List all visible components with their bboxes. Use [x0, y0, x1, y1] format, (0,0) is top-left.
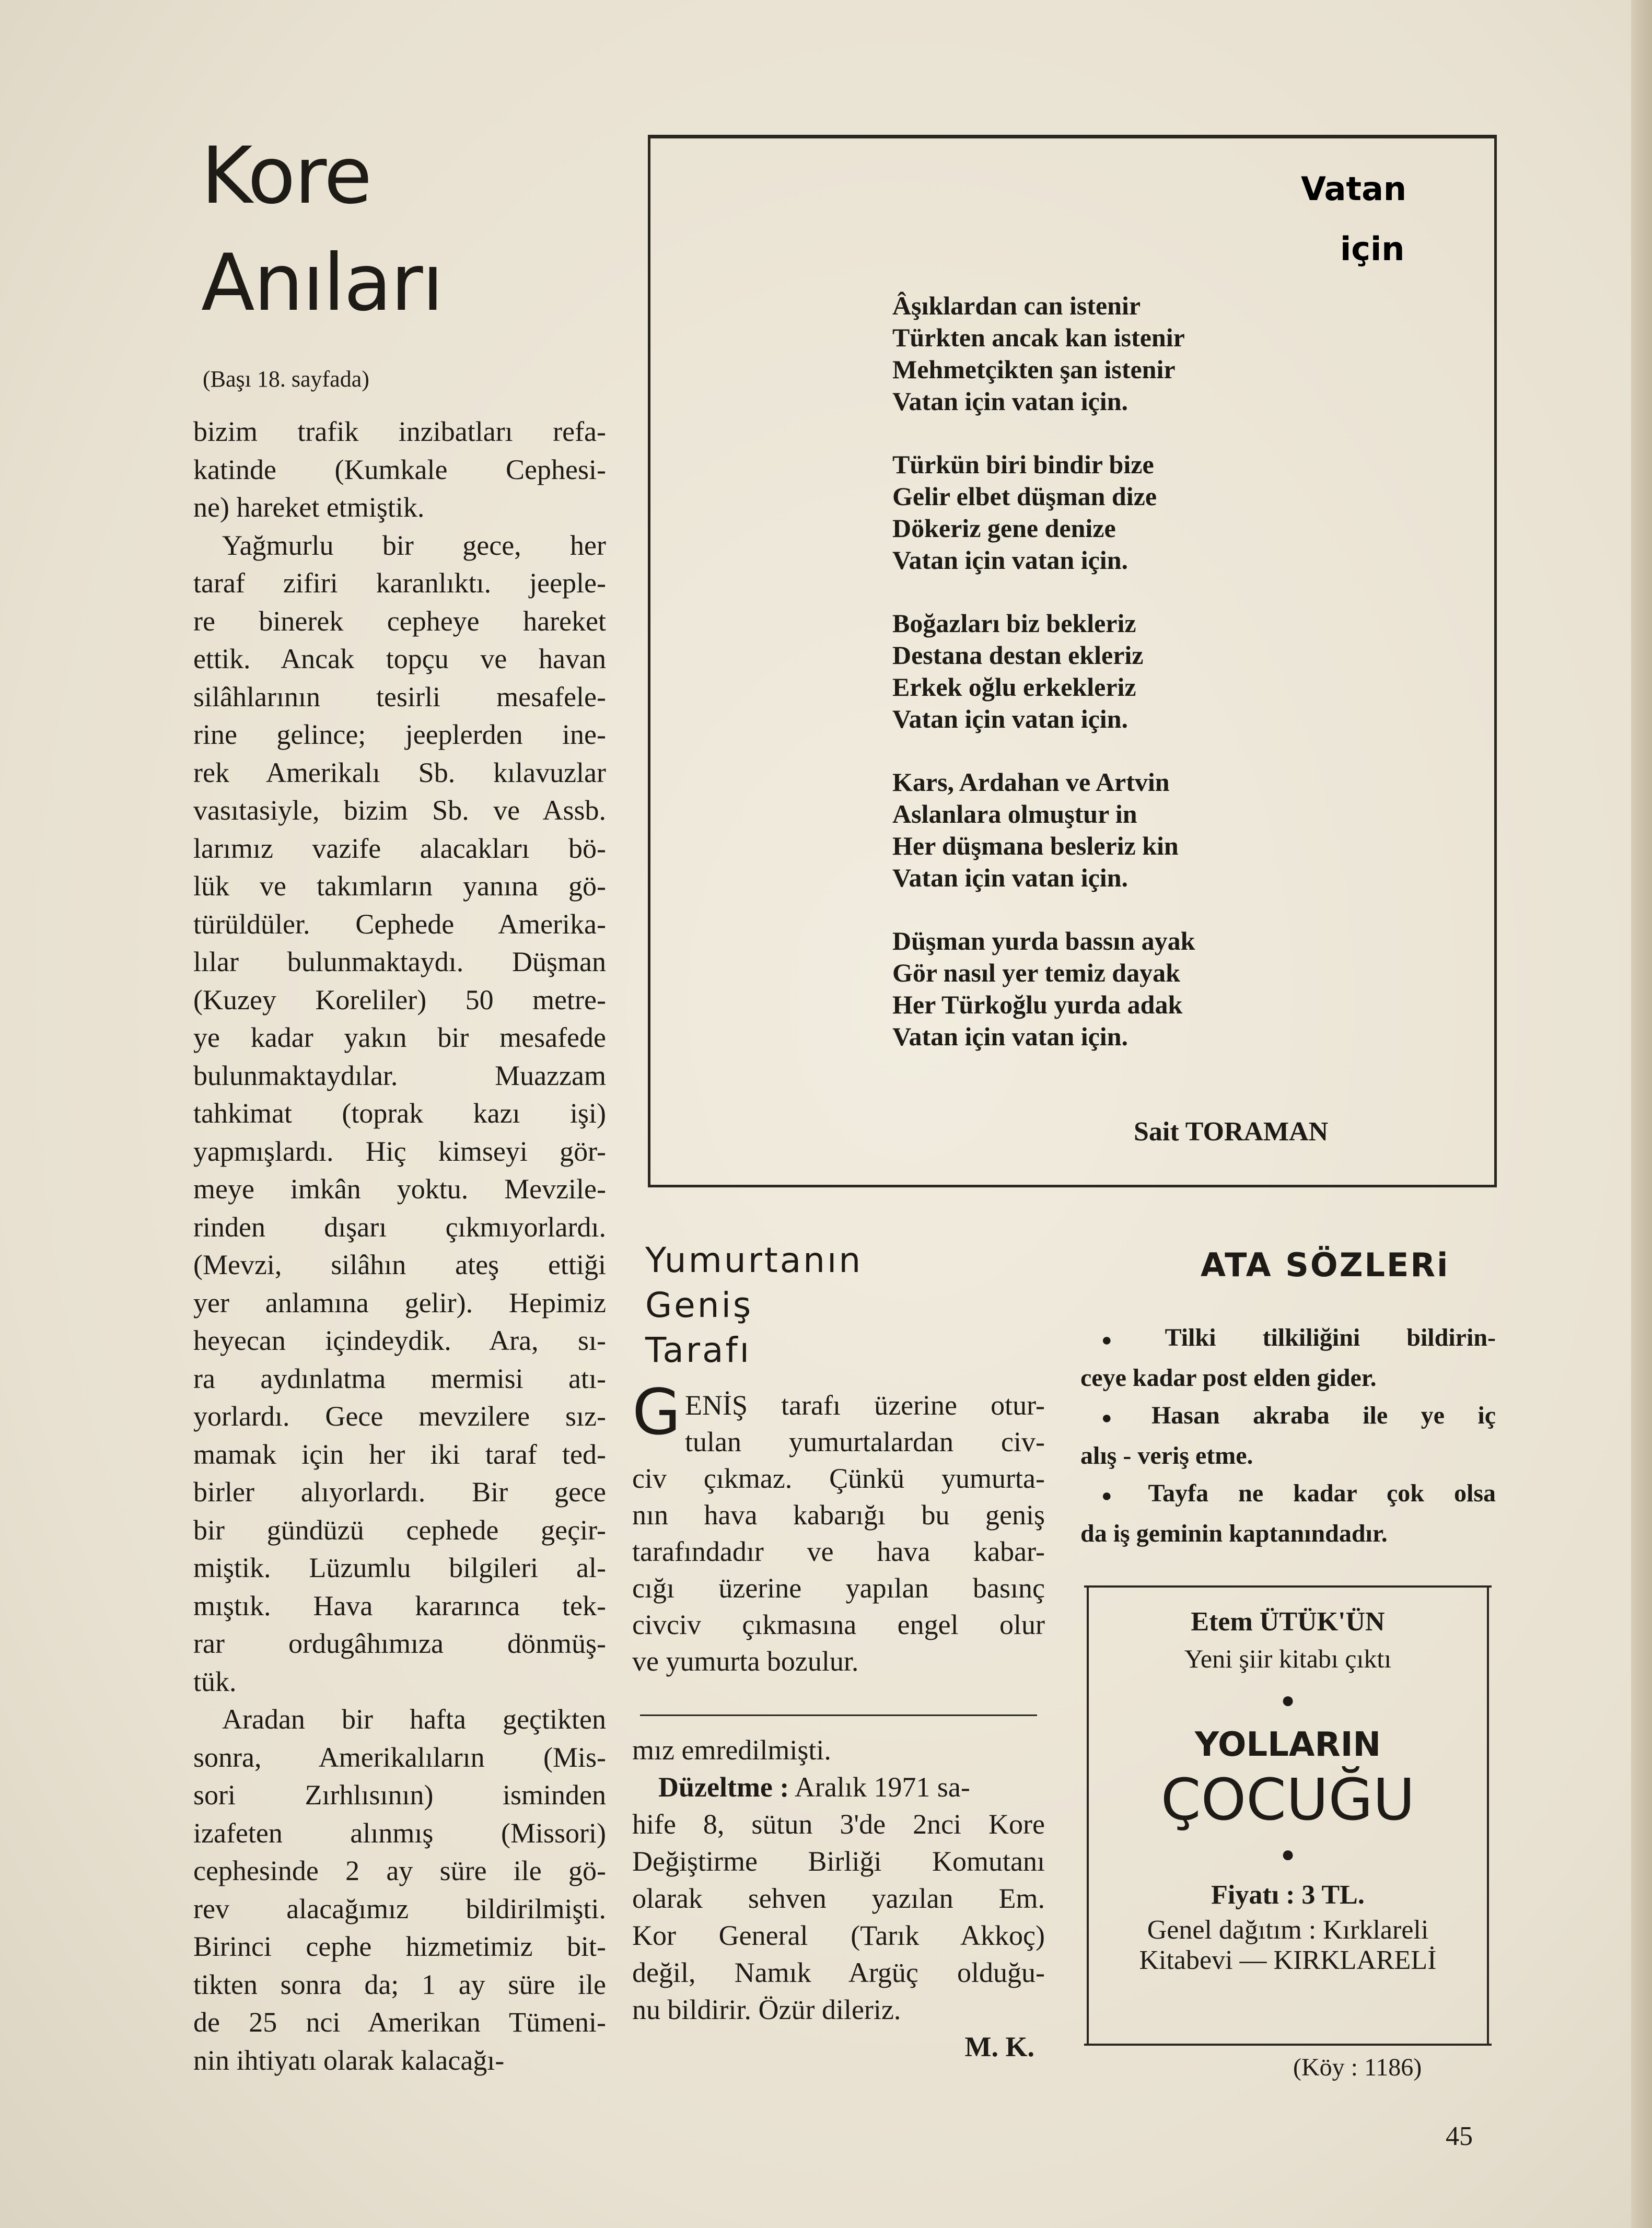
- page-number: 45: [1446, 2121, 1473, 2151]
- article-line: (Kuzey Koreliler) 50 metre-: [193, 984, 606, 1016]
- section-divider: [640, 1714, 1037, 1716]
- poem-text: [892, 290, 1195, 1084]
- poem-line: Boğazları biz bekleriz: [892, 609, 1136, 638]
- egg-line: civ çıkmaz. Çünkü yumurta-: [632, 1463, 1045, 1494]
- article-line: yorlardı. Gece mevzilere sız-: [193, 1401, 606, 1432]
- article-line: ye kadar yakın bir mesafede: [193, 1022, 606, 1053]
- egg-line: cığı üzerine yapılan basınç: [632, 1572, 1045, 1604]
- article-line: silâhlarının tesirli mesafele-: [193, 681, 606, 713]
- poem-line: Vatan için vatan için.: [892, 545, 1129, 575]
- egg-title-line3: Tarafı: [645, 1330, 751, 1370]
- article-line: rev alacağımız bildirilmişti.: [193, 1893, 606, 1924]
- poem-title-line2: için: [1340, 230, 1405, 268]
- article-title-line1: Kore: [201, 131, 371, 221]
- poem-line: Türkten ancak kan istenir: [892, 323, 1185, 352]
- egg-line: civciv çıkmasına engel olur: [632, 1609, 1045, 1640]
- article-line: re binerek cepheye hareket: [193, 605, 606, 637]
- continued-note: (Başı 18. sayfada): [203, 366, 369, 392]
- article-line: katinde (Kumkale Cephesi-: [193, 453, 606, 485]
- correction-label: Düzeltme :: [658, 1771, 789, 1803]
- article-line: yapmışlardı. Hiç kimseyi gör-: [193, 1135, 606, 1167]
- poem-line: Dökeriz gene denize: [892, 514, 1116, 543]
- correction-line: değil, Namık Argüç olduğu-: [632, 1957, 1045, 1988]
- article-line: rar ordugâhımıza dönmüş-: [193, 1628, 606, 1659]
- proverb-text-cont: da iş geminin kaptanındadır.: [1080, 1520, 1388, 1547]
- correction-block: [632, 1732, 1045, 2066]
- article-line: de 25 nci Amerikan Tümeni-: [193, 2007, 606, 2038]
- poem-line: Erkek oğlu erkekleriz: [892, 672, 1136, 702]
- poem-stanza: [892, 449, 1195, 576]
- article-line: cephesinde 2 ay süre ile gö-: [193, 1855, 606, 1886]
- article-line: mıştık. Hava kararınca tek-: [193, 1590, 606, 1622]
- proverbs-list: [1080, 1319, 1496, 1553]
- proverb-text-cont: alış - veriş etme.: [1080, 1442, 1253, 1469]
- poem-line: Gelir elbet düşman dize: [892, 482, 1157, 511]
- poem-line: Vatan için vatan için.: [892, 387, 1129, 416]
- poem-line: Düşman yurda bassın ayak: [892, 926, 1195, 955]
- article-line: miştik. Lüzumlu bilgileri al-: [193, 1552, 606, 1583]
- ad-author: Etem ÜTÜK'ÜN: [1191, 1607, 1385, 1637]
- article-line: lük ve takımların yanına gö-: [193, 870, 606, 902]
- ad-bullet-icon: ●: [1281, 1687, 1295, 1713]
- egg-line: tulan yumurtalardan civ-: [685, 1426, 1045, 1457]
- article-line: Aradan bir hafta geçtikten: [222, 1704, 606, 1735]
- article-line: mamak için her iki taraf ted-: [193, 1438, 606, 1470]
- correction-line: nu bildirir. Özür dileriz.: [632, 1994, 901, 2025]
- issue-reference: (Köy : 1186): [1293, 2054, 1422, 2081]
- poem-line: Vatan için vatan için.: [892, 1022, 1129, 1051]
- article-line: ettik. Ancak topçu ve havan: [193, 643, 606, 674]
- poem-line: Gör nasıl yer temiz dayak: [892, 958, 1180, 987]
- article-line: rine gelince; jeeplerden ine-: [193, 719, 606, 750]
- article-line: ne) hareket etmiştik.: [193, 492, 425, 523]
- poem-line: Kars, Ardahan ve Artvin: [892, 767, 1170, 797]
- correction-text: Aralık 1971 sa-: [794, 1771, 970, 1803]
- article-line: izafeten alınmış (Missori): [193, 1817, 606, 1849]
- bullet-icon: ●: [1101, 1331, 1153, 1350]
- article-line: rinden dışarı çıkmıyorlardı.: [193, 1211, 606, 1243]
- proverb-item: [1080, 1397, 1496, 1437]
- ad-bullet-icon-2: ●: [1281, 1841, 1295, 1867]
- poem-line: Âşıklardan can istenir: [892, 291, 1141, 320]
- proverb-text: Tayfa ne kadar çok olsa: [1148, 1479, 1496, 1507]
- correction-first-line: [632, 1769, 1045, 1806]
- egg-line: nın hava kabarığı bu geniş: [632, 1499, 1045, 1531]
- article-line: (Mevzi, silâhın ateş ettiği: [193, 1249, 606, 1280]
- proverb-item: [1080, 1319, 1496, 1359]
- article-line: yer anlamına gelir). Hepimiz: [193, 1287, 606, 1319]
- egg-line: ve yumurta bozulur.: [632, 1646, 859, 1677]
- article-line: nin ihtiyatı olarak kalacağı-: [193, 2044, 505, 2076]
- poem-stanza: [892, 766, 1195, 894]
- article-line: bizim trafik inzibatları refa-: [193, 416, 606, 447]
- article-continuation: mız emredilmişti.: [632, 1734, 831, 1766]
- poem-line: Vatan için vatan için.: [892, 704, 1129, 733]
- article-line: taraf zifiri karanlıktı. jeeple-: [193, 567, 606, 599]
- article-line: Yağmurlu bir gece, her: [222, 529, 606, 561]
- poem-line: Aslanlara olmuştur in: [892, 799, 1137, 829]
- egg-article-body: [632, 1377, 1045, 1679]
- poem-line: Türkün biri bindir bize: [892, 450, 1154, 479]
- article-title-line2: Anıları: [201, 238, 443, 329]
- egg-title-line2: Geniş: [645, 1285, 753, 1325]
- proverb-item: [1080, 1475, 1496, 1515]
- ad-distribution-1: Genel dağıtım : Kırklareli: [1147, 1915, 1429, 1945]
- article-line: ra aydınlatma mermisi atı-: [193, 1362, 606, 1394]
- ad-distribution-2: Kitabevi — KIRKLARELİ: [1139, 1945, 1437, 1975]
- ad-book-title-1: YOLLARIN: [1194, 1725, 1381, 1764]
- bullet-icon: ●: [1101, 1486, 1136, 1506]
- article-line: rek Amerikalı Sb. kılavuzlar: [193, 756, 606, 788]
- ad-price: Fiyatı : 3 TL.: [1211, 1880, 1365, 1910]
- egg-dropcap: G: [632, 1377, 681, 1449]
- article-line: meye imkân yoktu. Mevzile-: [193, 1173, 606, 1205]
- poem-line: Destana destan ekleriz: [892, 640, 1144, 670]
- correction-line: Kor General (Tarık Akkoç): [632, 1920, 1045, 1951]
- poem-title-line1: Vatan: [1301, 170, 1407, 208]
- ad-announce: Yeni şiir kitabı çıktı: [1184, 1644, 1392, 1673]
- poem-stanza: [892, 925, 1195, 1053]
- poem-line: Her Türkoğlu yurda adak: [892, 990, 1183, 1019]
- book-ad-content: [1089, 1604, 1486, 1976]
- poem-author: Sait TORAMAN: [1134, 1117, 1329, 1147]
- egg-title-line1: Yumurtanın: [645, 1240, 863, 1280]
- proverbs-title: ATA SÖZLERi: [1201, 1246, 1450, 1284]
- article-line: tikten sonra da; 1 ay süre ile: [193, 1968, 606, 2000]
- ad-book-title-2: ÇOCUĞU: [1160, 1766, 1415, 1833]
- article-line: bulunmaktaydılar. Muazzam: [193, 1059, 606, 1091]
- article-line: tahkimat (toprak kazı işi): [193, 1098, 606, 1129]
- poem-line: Her düşmana besleriz kin: [892, 831, 1179, 860]
- article-line: larımız vazife alacakları bö-: [193, 832, 606, 864]
- article-column: [193, 413, 606, 2079]
- proverb-text-cont: ceye kadar post elden gider.: [1080, 1364, 1377, 1392]
- article-line: lılar bulunmaktaydı. Düşman: [193, 946, 606, 977]
- egg-line: tarafındadır ve hava kabar-: [632, 1536, 1045, 1567]
- bullet-icon: ●: [1101, 1408, 1139, 1428]
- egg-article-title: [645, 1238, 863, 1373]
- poem-line: Mehmetçikten şan istenir: [892, 355, 1176, 384]
- poem-stanza: [892, 608, 1195, 735]
- poem-line: Vatan için vatan için.: [892, 863, 1129, 892]
- article-line: sori Zırhlısının) isminden: [193, 1779, 606, 1811]
- article-line: birler alıyorlardı. Bir gece: [193, 1476, 606, 1508]
- egg-line: ENİŞ tarafı üzerine otur-: [685, 1390, 1045, 1421]
- article-line: tük.: [193, 1665, 237, 1697]
- article-line: vasıtasiyle, bizim Sb. ve Assb.: [193, 795, 606, 826]
- poem-stanza: [892, 290, 1195, 417]
- proverb-text: Hasan akraba ile ye iç: [1151, 1402, 1496, 1429]
- article-line: bir gündüzü cephede geçir-: [193, 1514, 606, 1546]
- article-line: sonra, Amerikalıların (Mis-: [193, 1741, 606, 1773]
- correction-line: Değiştirme Birliği Komutanı: [632, 1846, 1045, 1877]
- correction-line: hife 8, sütun 3'de 2nci Kore: [632, 1809, 1045, 1840]
- ad-bottom-rule: [1084, 2044, 1492, 2046]
- article-line: heyecan içindeydik. Ara, sı-: [193, 1325, 606, 1356]
- correction-line: olarak sehven yazılan Em.: [632, 1883, 1045, 1914]
- correction-signature: M. K.: [964, 2031, 1034, 2062]
- article-line: türüldüler. Cephede Amerika-: [193, 908, 606, 940]
- page-spine-edge: [1631, 0, 1652, 2228]
- proverb-text: Tilki tilkiliğini bildirin-: [1165, 1324, 1496, 1351]
- article-title: [201, 123, 443, 337]
- article-line: Birinci cephe hizmetimiz bit-: [193, 1931, 606, 1962]
